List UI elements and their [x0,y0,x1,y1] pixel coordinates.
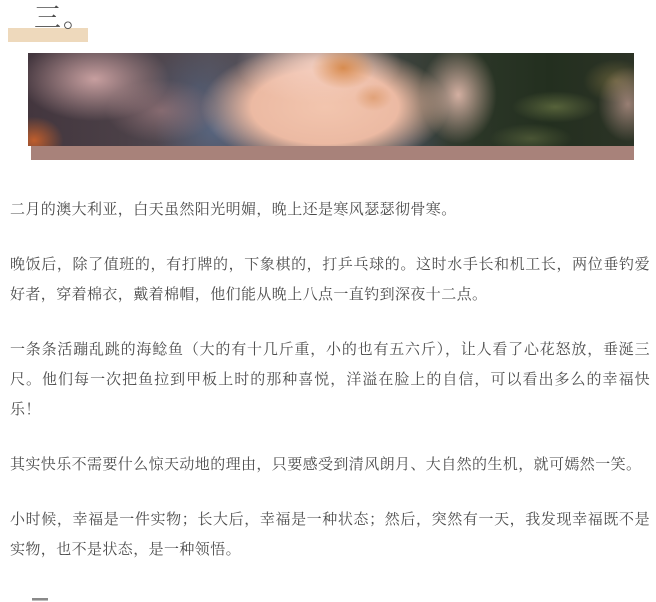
article-paragraph: 二月的澳大利亚，白天虽然阳光明媚，晚上还是寒风瑟瑟彻骨寒。 [10,201,457,218]
section-marker: 三。 [34,3,92,33]
article-body [10,195,650,590]
article-paragraph: 晚饭后，除了值班的，有打牌的，下象棋的，打乒乓球的。这时水手长和机工长，两位垂钓爱好者，穿着棉衣，戴着棉帽，他们能从晚上八点一直钓到深夜十二点。 [10,256,650,303]
article-paragraph: 小时候，幸福是一件实物；长大后，幸福是一种状态；然后，突然有一天，我发现幸福既不是实物，也不是状态，是一种领悟。 [10,511,650,558]
banner-rose-image [28,53,634,146]
next-section-marker-fragment [32,598,48,601]
banner-divider-bar [31,146,634,160]
article-paragraph: 一条条活蹦乱跳的海鲶鱼（大的有十几斤重，小的也有五六斤），让人看了心花怒放，垂涎三尺。他们每一次把鱼拉到甲板上时的那种喜悦，洋溢在脸上的自信，可以看出多么的幸福快乐！ [10,341,650,418]
section-header [0,0,200,48]
article-paragraph: 其实快乐不需要什么惊天动地的理由，只要感受到清风朗月、大自然的生机，就可嫣然一笑。 [10,456,642,473]
